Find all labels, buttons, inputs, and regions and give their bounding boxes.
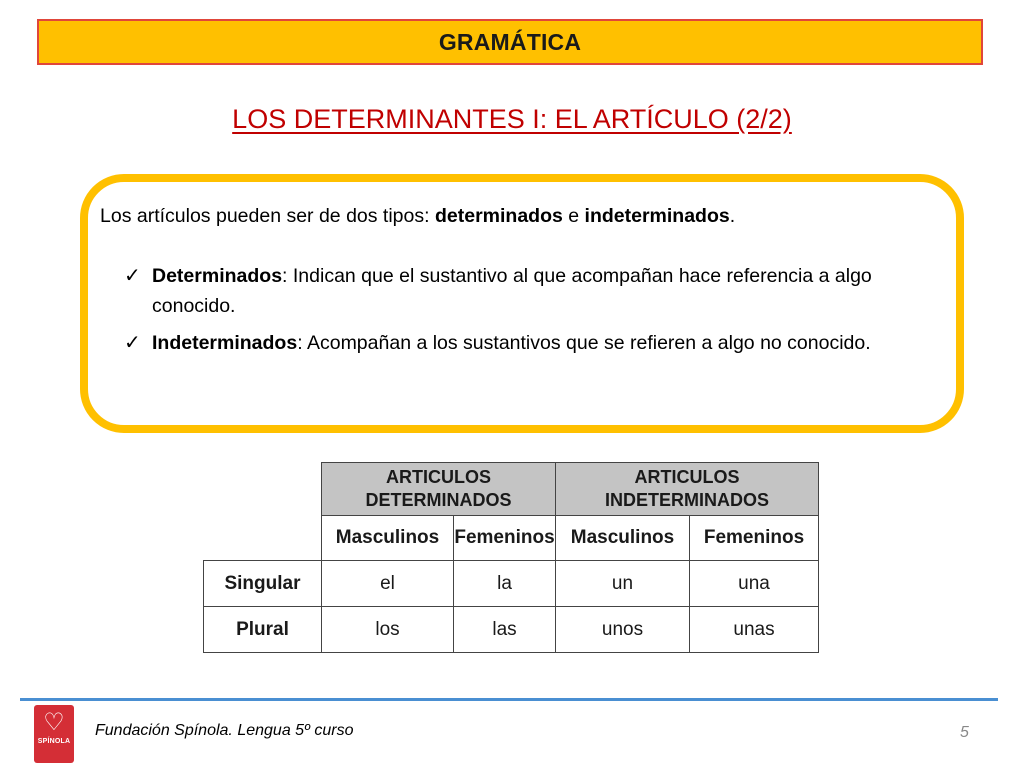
table-cell: el	[322, 561, 454, 607]
bullet-indeterminados	[124, 328, 932, 358]
intro-term-indeterminados: indeterminados	[584, 205, 730, 227]
info-box	[80, 174, 964, 433]
checkmark-icon: ✓	[124, 265, 141, 287]
section-header-label: GRAMÁTICA	[438, 28, 582, 55]
table-row	[204, 561, 819, 607]
table-corner	[204, 516, 322, 561]
column-header: Femeninos	[454, 516, 556, 561]
table-corner	[204, 463, 322, 516]
group-header-determinados: ARTICULOS DETERMINADOS	[322, 463, 556, 516]
section-header	[37, 19, 983, 65]
group-header-indeterminados: ARTICULOS INDETERMINADOS	[556, 463, 819, 516]
bullet-term: Determinados	[152, 265, 283, 287]
table-row	[204, 607, 819, 653]
footer-text: Fundación Spínola. Lengua 5º curso	[95, 722, 354, 739]
table-cell: una	[690, 561, 819, 607]
table-cell: las	[454, 607, 556, 653]
table-cell: un	[556, 561, 690, 607]
column-header: Femeninos	[690, 516, 819, 561]
bullet-determinados	[124, 261, 932, 321]
footer-divider	[20, 698, 998, 701]
column-header: Masculinos	[556, 516, 690, 561]
table-cell: la	[454, 561, 556, 607]
intro-term-determinados: determinados	[434, 205, 563, 227]
slide-title: LOS DETERMINANTES I: EL ARTÍCULO (2/2)	[232, 104, 792, 134]
table-cell: los	[322, 607, 454, 653]
intro-before: Los artículos pueden ser de dos tipos:	[100, 205, 435, 227]
heart-icon: ♡	[43, 709, 65, 736]
bullet-text: : Acompañan a los sustantivos que se refieren a algo no conocido.	[297, 332, 871, 354]
articles-table	[203, 462, 819, 653]
intro-text	[100, 202, 735, 230]
page-number: 5	[960, 724, 969, 741]
fundacion-spinola-logo	[34, 705, 74, 763]
table-cell: unas	[690, 607, 819, 653]
row-label-singular: Singular	[204, 561, 322, 607]
row-label-plural: Plural	[204, 607, 322, 653]
intro-middle: e	[562, 205, 585, 227]
table-cell: unos	[556, 607, 690, 653]
logo-brand: SPÍNOLA	[37, 738, 71, 745]
bullet-text: : Indican que el sustantivo al que acompañan hace referencia a algo conocido.	[152, 265, 872, 317]
bullet-term: Indeterminados	[152, 332, 298, 354]
intro-after: .	[729, 205, 736, 227]
checkmark-icon: ✓	[124, 332, 141, 354]
column-header: Masculinos	[322, 516, 454, 561]
